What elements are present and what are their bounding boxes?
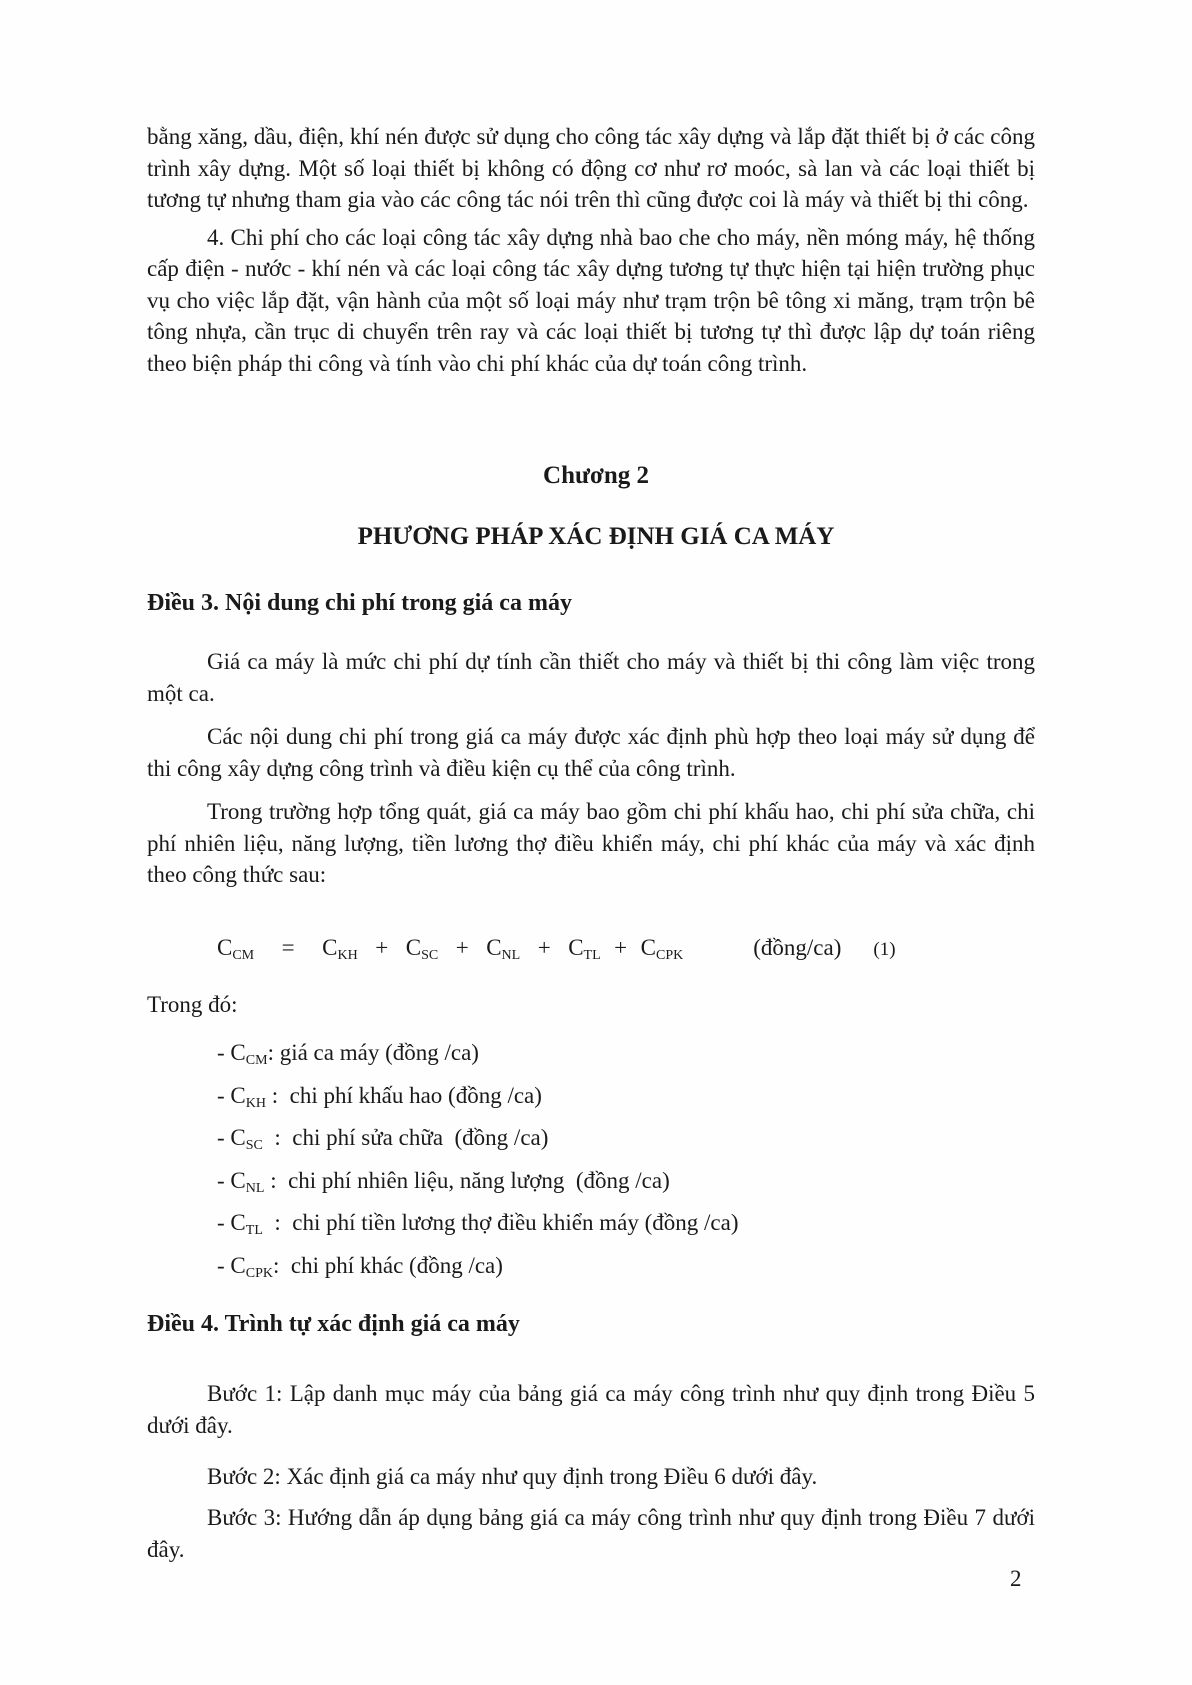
formula-term-ccm: $C_{CM}$ — [217, 935, 255, 963]
article-3-paragraph-1: Giá ca máy là mức chi phí dự tính cần thiết cho máy và thiết bị thi công làm việc trong một ca. — [147, 649, 1035, 706]
definition-item: - $C_{TL}$ : chi phí tiền lương thợ điều khiển máy (đồng /ca) — [217, 1210, 739, 1238]
formula-term-csc: $C_{SC}$ — [405, 935, 439, 963]
article-3-paragraph-3: Trong trường hợp tổng quát, giá ca máy bao gồm chi phí khấu hao, chi phí sửa chữa, chi phí nhiên liệu, năng lượng, tiền lương thợ điều khiển máy, chi phí khác của máy và xác định theo công thức sau: — [147, 799, 1035, 887]
formula-plus: + — [455, 935, 469, 960]
article-4-heading: Điều 4. Trình tự xác định giá ca máy — [147, 1311, 520, 1337]
page-number: 2 — [1010, 1566, 1022, 1591]
definition-item: - $C_{CPK}$: chi phí khác (đồng /ca) — [217, 1252, 503, 1281]
definition-item: - $C_{KH}$ : chi phí khấu hao (đồng /ca) — [217, 1082, 542, 1111]
formula-term-ctl: $C_{TL}$ — [568, 935, 601, 963]
formula-term-cnl: $C_{NL}$ — [486, 935, 521, 963]
cost-formula — [217, 935, 896, 964]
definitions-intro: Trong đó: — [147, 992, 238, 1017]
definition-item: - $C_{SC}$ : chi phí sửa chữa (đồng /ca) — [217, 1125, 549, 1153]
formula-plus: + — [537, 935, 551, 960]
intro-section — [147, 121, 1035, 379]
article-3-heading: Điều 3. Nội dung chi phí trong giá ca máy — [147, 590, 572, 616]
article-4-step-3-block — [147, 1502, 1035, 1565]
definitions-list — [217, 1032, 739, 1287]
chapter-title: PHƯƠNG PHÁP XÁC ĐỊNH GIÁ CA MÁY — [357, 523, 835, 550]
article-4-step-1-block — [147, 1378, 1035, 1441]
formula-plus: + — [614, 935, 628, 960]
formula-term-ckh: $C_{KH}$ — [322, 935, 358, 963]
article-4-step-1: Bước 1: Lập danh mục máy của bảng giá ca máy công trình như quy định trong Điều 5 dưới đây. — [147, 1381, 1035, 1438]
formula-plus: + — [375, 935, 389, 960]
definition-item: - $C_{NL}$ : chi phí nhiên liệu, năng lượng (đồng /ca) — [217, 1167, 670, 1196]
article-4-step-3: Bước 3: Hướng dẫn áp dụng bảng giá ca máy công trình như quy định trong Điều 7 dưới đây. — [147, 1505, 1035, 1562]
chapter-label: Chương 2 — [543, 462, 649, 489]
formula-equals: = — [281, 935, 295, 960]
formula-term-ccpk: $C_{CPK}$ — [640, 935, 684, 963]
formula-number: (1) — [873, 939, 896, 960]
article-4-step-2: Bước 2: Xác định giá ca máy như quy định trong Điều 6 dưới đây. — [207, 1464, 818, 1489]
definition-item: - $C_{CM}$: giá ca máy (đồng /ca) — [217, 1040, 479, 1068]
formula-unit: (đồng/ca) — [753, 935, 842, 960]
intro-paragraph-1: bằng xăng, dầu, điện, khí nén được sử dụng cho công tác xây dựng và lắp đặt thiết bị ở các công trình xây dựng. Một số loại thiết bị không có động cơ như rơ moóc, sà lan và các loại thiết bị tương tự nhưng tham gia vào các công tác nói trên thì cũng được coi là máy và thiết bị thi công. — [147, 124, 1035, 212]
article-3-body — [147, 646, 1035, 891]
article-4-step-2-block — [147, 1461, 1035, 1493]
intro-paragraph-2: 4. Chi phí cho các loại công tác xây dựng nhà bao che cho máy, nền móng máy, hệ thống cấp điện - nước - khí nén và các loại công tác xây dựng tương tự thực hiện tại hiện trường phục vụ cho việc lắp đặt, vận hành của một số loại máy như trạm trộn bê tông xi măng, trạm trộn bê tông nhựa, cần trục di chuyển trên ray và các loại thiết bị tương tự thì được lập dự toán riêng theo biện pháp thi công và tính vào chi phí khác của dự toán công trình. — [147, 224, 1035, 376]
article-3-paragraph-2: Các nội dung chi phí trong giá ca máy được xác định phù hợp theo loại máy sử dụng để thi công xây dựng công trình và điều kiện cụ thể của công trình. — [147, 724, 1035, 781]
